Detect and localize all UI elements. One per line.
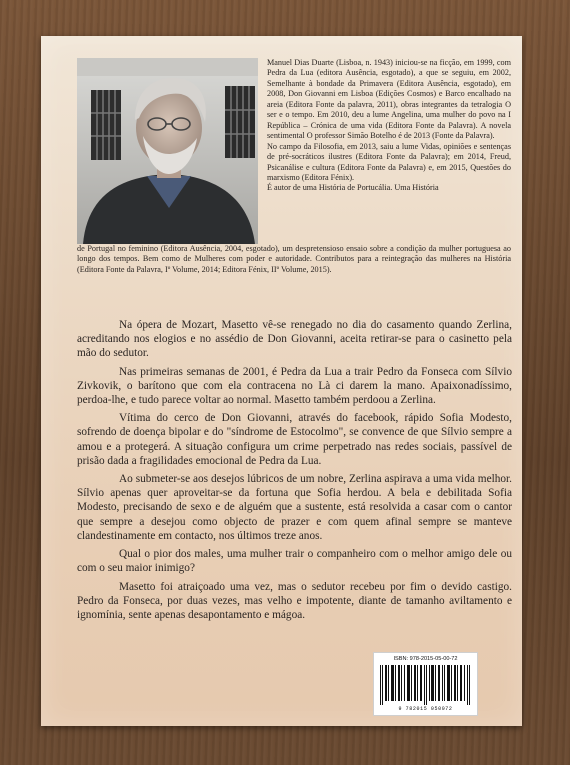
isbn-barcode (373, 652, 478, 716)
bio-paragraph: É autor de uma História de Portucália. Uma História (267, 183, 439, 193)
synopsis (77, 318, 512, 626)
bio-paragraph: No campo da Filosofia, em 2013, saiu a lume Vidas, opiniões e sentenças de pré-socráticos ilustres (Editora Fonte da Palavra); em 2014, Freud, Psicanálise e cultura (Editora Fonte da Palavra) e, em 2015, Questões do marxismo (Editora Fénix). (267, 141, 511, 182)
synopsis-paragraph: Na ópera de Mozart, Masetto vê-se renegado no dia do casamento quando Zerlina, acreditando nos elogios e no assédio de Don Giovanni, aceita retirar-se para o casinetto pela mão do sedutor. (77, 319, 512, 360)
synopsis-paragraph: Ao submeter-se aos desejos lúbricos de um nobre, Zerlina aspirava a uma vida melhor. Sílvio apenas quer aproveitar-se da fortuna que Sofia herdou. A bela e debilitada Sofia Modesto, precisando de sexo e de alguém que a sustente, está resolvida a casar com o cantor que sempre a desejou como objecto de prazer e com quem afinal sempre se manteve clandestinamente em contacto, nos últimos treze anos. (77, 473, 512, 542)
synopsis-paragraph: Nas primeiras semanas de 2001, é Pedra da Lua a trair Pedro da Fonseca com Sílvio Zivkovik, o barítono que com ela contracena no Là ci darem la mano. Apaixonadíssimo, perdoa-lhe, e tudo parece voltar ao normal. Masetto também perdoou a Zerlina. (77, 365, 512, 406)
book-back-cover (41, 36, 522, 726)
synopsis-paragraph: Masetto foi atraiçoado uma vez, mas o sedutor recebeu por fim o devido castigo. Pedro da Fonseca, por duas vezes, mas velho e impotente, diante de tamanho aviltamento e ignomínia, sente apenas desapontamento e mágoa. (77, 580, 512, 621)
synopsis-paragraph: Qual o pior dos males, uma mulher trair o companheiro com o melhor amigo dele ou com o seu maior inimigo? (77, 548, 512, 575)
author-photo (77, 58, 258, 244)
author-portrait-image (77, 58, 258, 244)
author-bio (267, 58, 511, 194)
bio-paragraph: de Portugal no feminino (Editora Ausência, 2004, esgotado), um despretensioso ensaio sobre a condição da mulher portuguesa ao longo dos tempos. Bem como de Mulheres com poder e autoridade. Contributos para a reintegração das mulheres na História (Editora Fonte da Palavra, Iº Volume, 2014; Editora Fénix, IIº Volume, 2015). (77, 244, 511, 274)
isbn-label: ISBN: 978-2015-05-00-72 (393, 656, 458, 662)
synopsis-paragraph: Vítima do cerco de Don Giovanni, através do facebook, rápido Sofia Modesto, sofrendo de doença bipolar e do "síndrome de Estocolmo", se convence de que Sílvio sempre a amou e a protegerá. A situação configura um crime perpetrado nas redes sociais, passível de prisão dada a fragilidades emocional de Pedra da Lua. (77, 412, 512, 467)
bio-paragraph: Manuel Dias Duarte (Lisboa, n. 1943) iniciou-se na ficção, em 1999, com Pedra da Lua (editora Ausência, esgotado), a que se seguiu, em 2002, Semelhante à bondade da Primavera (Editora Ausência, esgotado), em 2008, Don Giovanni em Lisboa (Edições Cosmos) e Barco encalhado na areia (Editora Fonte da palavra, 2011), obras integrantes da tetralogia O ser e o tempo. Em 2010, deu a lume Angelina, uma mulher do povo na I República – Crónica de uma vida (Editora Fonte da Palavra). A novela sentimental O professor Simão Botelho é de 2013 (Fonte da Palavra). (267, 58, 511, 141)
author-bio-continued (77, 244, 511, 275)
barcode-digits: 9 782015 050072 (398, 706, 453, 712)
barcode-bars (380, 665, 471, 705)
